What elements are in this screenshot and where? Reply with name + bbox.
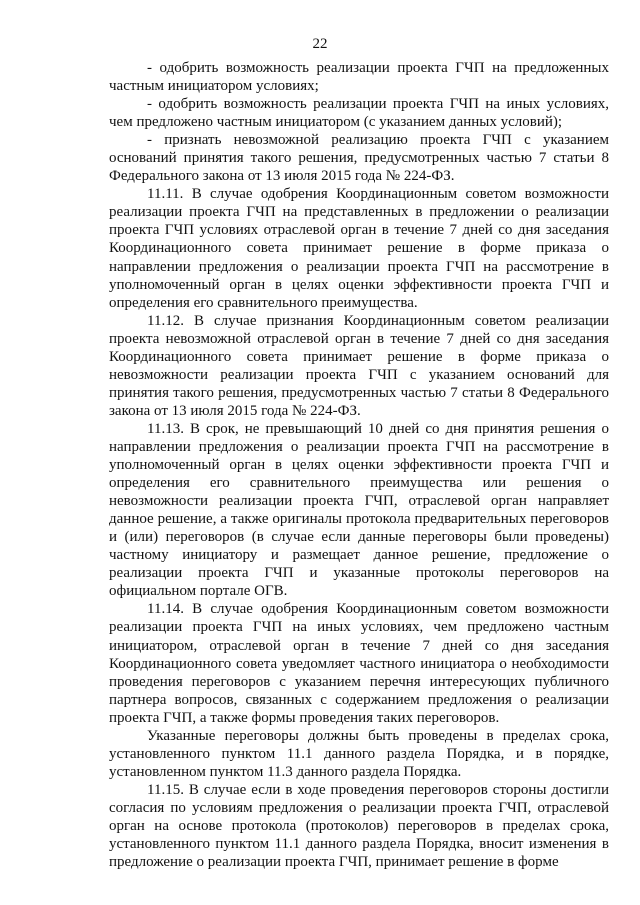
paragraph-negotiations: Указанные переговоры должны быть проведены в пределах срока, установленного пунктом 11.1 данного раздела Порядка, и в порядке, установленном пунктом 11.3 данного раздела Порядка.	[109, 727, 609, 780]
paragraph-bullet-reject: - признать невозможной реализацию проекта ГЧП с указанием оснований принятия такого решения, предусмотренных частью 7 статьи 8 Федерального закона от 13 июля 2015 года № 224-ФЗ.	[109, 132, 609, 185]
paragraph-11-14: 11.14. В случае одобрения Координационным советом возможности реализации проекта ГЧП на иных условиях, чем предложено частным инициатором, отраслевой орган в течение 7 дней со дня заседания Координационного совета уведомляет частного инициатора о необходимости проведения переговоров с указанием перечня интересующих публичного партнера вопросов, связанных с содержанием предложения о реализации проекта ГЧП, а также формы проведения таких переговоров.	[109, 601, 609, 726]
paragraph-11-15: 11.15. В случае если в ходе проведения переговоров стороны достигли согласия по условиям предложения о реализации проекта ГЧП, отраслевой орган на основе протокола (протоколов) переговоров в пределах срока, установленного пунктом 11.1 данного раздела Порядка, вносит изменения в предложение о реализации проекта ГЧП, принимает решение в форме	[109, 781, 609, 871]
paragraph-11-13: 11.13. В срок, не превышающий 10 дней со дня принятия решения о направлении предложения о реализации проекта ГЧП на рассмотрение в уполномоченный орган в целях оценки эффективности проекта ГЧП и определения его сравнительного преимущества или решения о невозможности реализации проекта ГЧП, отраслевой орган направляет данное решение, а также оригиналы протокола предварительных переговоров и (или) переговоров (в случае если данные переговоры были проведены) частному инициатору и размещает данное решение, предложение о реализации проекта ГЧП и указанные протоколы переговоров на официальном портале ОГВ.	[109, 420, 609, 600]
paragraph-11-11: 11.11. В случае одобрения Координационным советом возможности реализации проекта ГЧП на представленных в предложении о реализации проекта ГЧП условиях отраслевой орган в течение 7 дней со дня заседания Координационного совета принимает решение в форме приказа о направлении предложения о реализации проекта ГЧП на рассмотрение в уполномоченный орган в целях оценки эффективности проекта ГЧП и определения его сравнительного преимущества.	[109, 186, 609, 311]
document-body	[109, 59, 609, 871]
paragraph-bullet-approve-proposed: - одобрить возможность реализации проекта ГЧП на предложенных частным инициатором условиях;	[109, 60, 609, 95]
page-number: 22	[312, 36, 328, 52]
paragraph-bullet-approve-other: - одобрить возможность реализации проекта ГЧП на иных условиях, чем предложено частным инициатором (с указанием данных условий);	[109, 96, 609, 131]
paragraph-11-12: 11.12. В случае признания Координационным советом реализации проекта невозможной отраслевой орган в течение 7 дней со дня заседания Координационного совета принимает решение в форме приказа о невозможности реализации проекта ГЧП с указанием оснований для принятия такого решения, предусмотренных частью 7 статьи 8 Федерального закона от 13 июля 2015 года № 224-ФЗ.	[109, 312, 609, 419]
